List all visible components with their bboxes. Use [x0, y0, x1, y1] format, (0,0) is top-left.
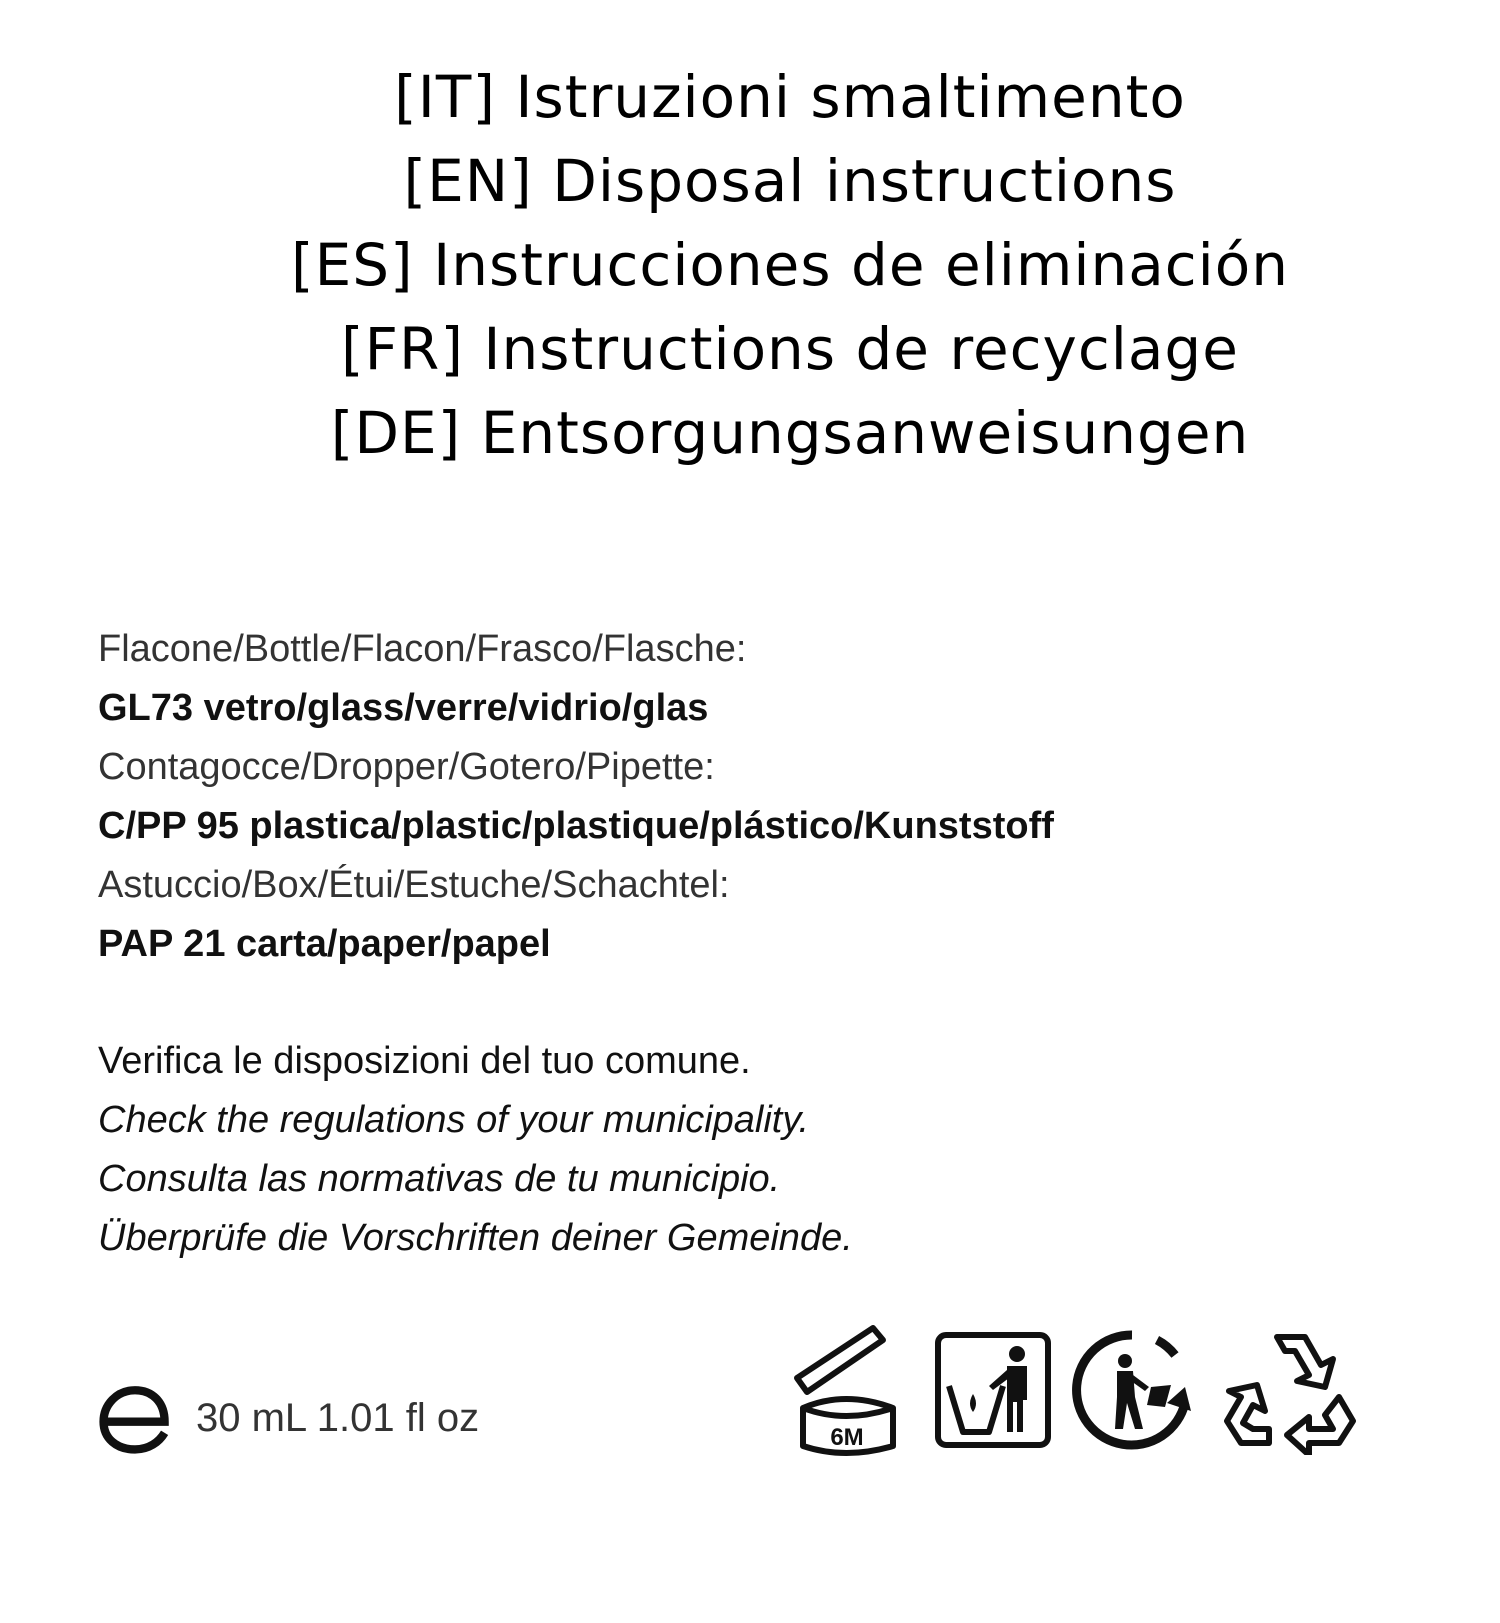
- person-recycle-icon: [1067, 1325, 1197, 1455]
- period-after-opening-icon: [785, 1320, 915, 1460]
- note-en: Check the regulations of your municipality.: [98, 1099, 810, 1141]
- box-label: Astuccio/Box/Étui/Estuche/Schachtel:: [98, 864, 730, 906]
- title-en: [EN] Disposal instructions: [403, 147, 1177, 215]
- title-it: [IT] Istruzioni smaltimento: [394, 63, 1186, 131]
- title-es: [ES] Instrucciones de eliminación: [290, 231, 1290, 299]
- estimated-sign-icon: [98, 1381, 172, 1455]
- recycle-triangle-icon: [1221, 1325, 1361, 1455]
- title-fr: [FR] Instructions de recyclage: [341, 315, 1239, 383]
- note-es: Consulta las normativas de tu municipio.: [98, 1158, 781, 1200]
- municipality-notes: [98, 1032, 853, 1268]
- box-material: PAP 21 carta/paper/papel: [98, 923, 551, 965]
- note-de: Überprüfe die Vorschriften deiner Gemeinde.: [98, 1217, 853, 1259]
- tidyman-bin-icon: [933, 1330, 1053, 1450]
- title-de: [DE] Entsorgungsanweisungen: [330, 399, 1250, 467]
- pao-label: 6M: [830, 1424, 864, 1451]
- note-it: Verifica le disposizioni del tuo comune.: [98, 1040, 751, 1082]
- symbols-row: [785, 1320, 1361, 1460]
- dropper-material: C/PP 95 plastica/plastic/plastique/plástico/Kunststoff: [98, 805, 1054, 847]
- bottle-material: GL73 vetro/glass/verre/vidrio/glas: [98, 687, 709, 729]
- dropper-label: Contagocce/Dropper/Gotero/Pipette:: [98, 746, 715, 788]
- volume-text: 30 mL 1.01 fl oz: [196, 1395, 480, 1440]
- volume-row: [98, 1378, 479, 1458]
- materials-list: [98, 620, 1054, 974]
- bottle-label: Flacone/Bottle/Flacon/Frasco/Flasche:: [98, 628, 747, 670]
- title-block: [0, 55, 1500, 475]
